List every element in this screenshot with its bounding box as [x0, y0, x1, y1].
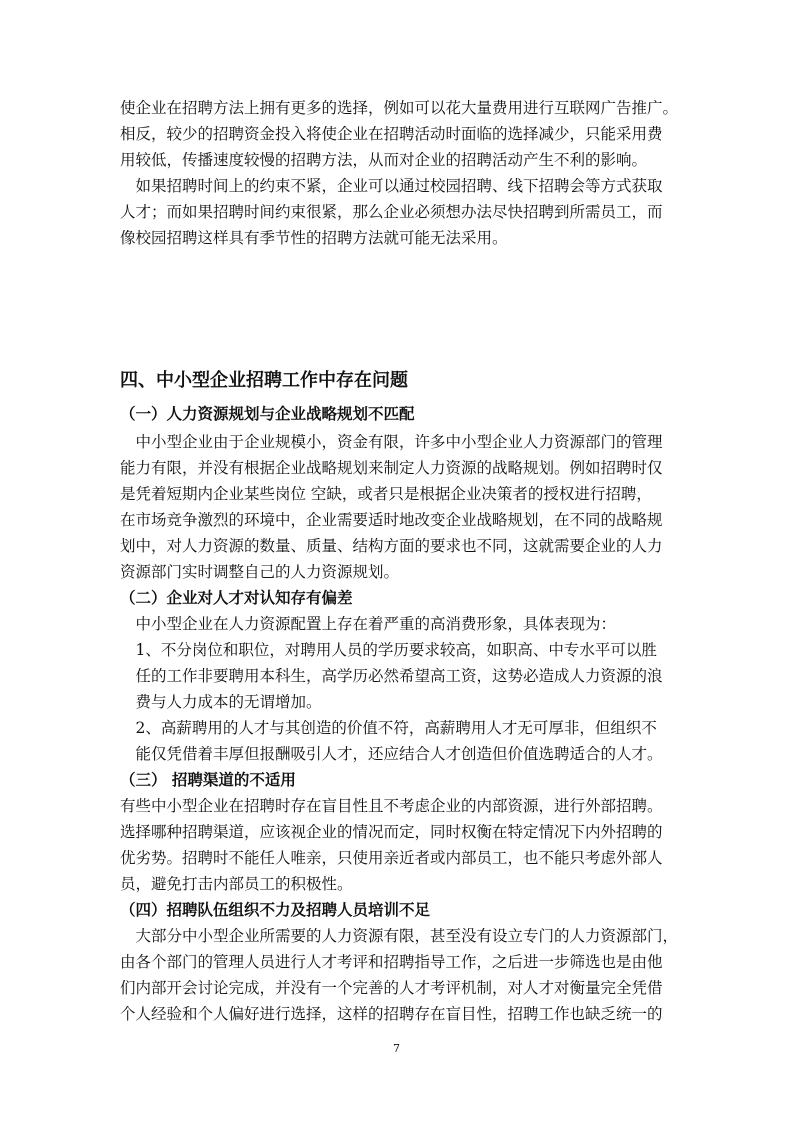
body-text-line: 们内部开会讨论完成，并没有一个完善的人才考评机制，对人才对衡量完全凭借 — [120, 979, 663, 997]
body-text-line: 用较低，传播速度较慢的招聘方法，从而对企业的招聘活动产生不利的影响。 — [120, 151, 648, 169]
list-item-text: 1、不分岗位和职位，对聘用人员的学历要求较高，如职高、中专水平可以胜 — [120, 641, 657, 659]
section-heading: 四、中小型企业招聘工作中存在问题 — [120, 370, 408, 391]
body-text-line: 是凭着短期内企业某些岗位 空缺，或者只是根据企业决策者的授权进行招聘， — [120, 485, 652, 503]
body-text-line: 如果招聘时间上的约束不紧，企业可以通过校园招聘、线下招聘会等方式获取 — [120, 177, 663, 195]
body-text-line: 个人经验和个人偏好进行选择，这样的招聘存在盲目性，招聘工作也缺乏统一的 — [120, 1005, 663, 1023]
body-text-line: 使企业在招聘方法上拥有更多的选择，例如可以花大量费用进行互联网广告推广。 — [120, 99, 679, 117]
body-text-line: 划中，对人力资源的数量、质量、结构方面的要求也不同，这就需要企业的人力 — [120, 537, 663, 555]
body-text-line: 能力有限，并没有根据企业战略规划来制定人力资源的战略规划。例如招聘时仅 — [120, 459, 663, 477]
body-text-line: 大部分中小型企业所需要的人力资源有限，甚至没有设立专门的人力资源部门， — [120, 927, 679, 945]
body-text-line: 选择哪种招聘渠道，应该视企业的情况而定，同时权衡在特定情况下内外招聘的 — [120, 823, 663, 841]
body-text-line: 由各个部门的管理人员进行人才考评和招聘指导工作，之后进一步筛选也是由他 — [120, 953, 663, 971]
body-text-line: 相反，较少的招聘资金投入将使企业在招聘活动时面临的选择减少，只能采用费 — [120, 125, 663, 143]
body-text-line: 像校园招聘这样具有季节性的招聘方法就可能无法采用。 — [120, 229, 508, 247]
body-text-line: 在市场竞争激烈的环境中，企业需要适时地改变企业战略规划，在不同的战略规 — [120, 511, 663, 529]
body-text-line: 员，避免打击内部员工的积极性。 — [120, 875, 353, 893]
body-text-line: 人才；而如果招聘时间约束很紧，那么企业必须想办法尽快招聘到所需员工，而 — [120, 203, 663, 221]
subsection-heading: （四）招聘队伍组织不力及招聘人员培训不足 — [120, 901, 431, 919]
list-item-text: 任的工作非要聘用本科生，高学历必然希望高工资，这势必造成人力资源的浪 — [120, 667, 663, 685]
list-item-text: 2、高薪聘用的人才与其创造的价值不符，高薪聘用人才无可厚非，但组织不 — [120, 719, 657, 737]
body-text-line: 中小型企业由于企业规模小，资金有限，许多中小型企业人力资源部门的管理 — [120, 433, 663, 451]
list-item-text: 能仅凭借着丰厚但报酬吸引人才，还应结合人才创造但价值选聘适合的人才。 — [120, 745, 663, 763]
page-number: 7 — [393, 1042, 400, 1055]
list-item-text: 费与人力成本的无谓增加。 — [120, 693, 322, 711]
body-text-line: 优劣势。招聘时不能任人唯亲，只使用亲近者或内部员工，也不能只考虑外部人 — [120, 849, 663, 867]
subsection-heading: （一）人力资源规划与企业战略规划不匹配 — [120, 405, 415, 423]
body-text-line: 有些中小型企业在招聘时存在盲目性且不考虑企业的内部资源，进行外部招聘。 — [120, 797, 663, 815]
subsection-heading: （三） 招聘渠道的不适用 — [120, 771, 296, 789]
body-text-line: 中小型企业在人力资源配置上存在着严重的高消费形象，具体表现为： — [120, 615, 617, 633]
subsection-heading: （二）企业对人才对认知存有偏差 — [120, 589, 353, 607]
body-text-line: 资源部门实时调整自己的人力资源规划。 — [120, 563, 400, 581]
